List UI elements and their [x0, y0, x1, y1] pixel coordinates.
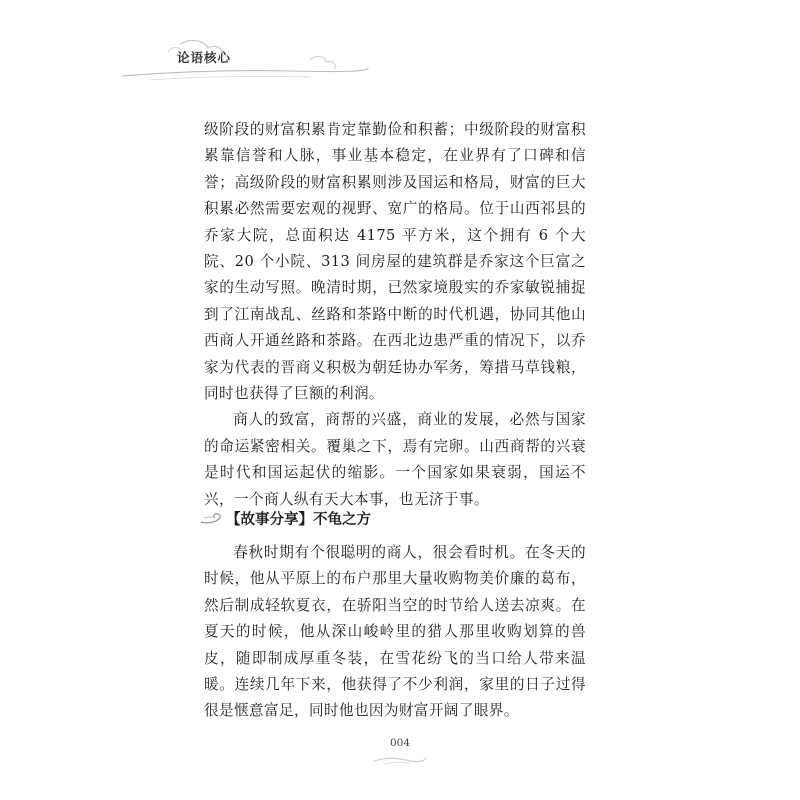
header-title: 论语核心	[177, 50, 232, 65]
page-number: 004	[389, 737, 411, 749]
story-text	[204, 540, 586, 725]
footer-cloud-ornament-icon	[370, 752, 430, 766]
cloud-swirl-icon	[200, 512, 226, 526]
story-paragraph: 春秋时期有个很聪明的商人，很会看时机。在冬天的时候，他从平原上的布户那里大量收购物美价廉的葛布，然后制成轻软夏衣，在骄阳当空的时节给人送去凉爽。在夏天的时候，他从深山峻岭里的猎人那里收购划算的兽皮，随即制成厚重冬装，在雪花纷飞的当口给人带来温暖。连续几年下来，他获得了不少利润，家里的日子过得很是惬意富足，同时他也因为财富开阔了眼界。	[204, 544, 586, 720]
paragraph: 商人的致富，商帮的兴盛，商业的发展，必然与国家的命运紧密相关。覆巢之下，焉有完卵。山西商帮的兴衰是时代和国运起伏的缩影。一个国家如果衰弱，国运不兴，一个商人纵有天大本事，也无济于事。	[204, 411, 586, 508]
story-heading: 【故事分享】不龟之方	[226, 512, 371, 528]
cloud-ornament-icon	[120, 38, 370, 88]
body-text	[204, 117, 586, 513]
running-header	[120, 38, 370, 88]
paragraph-continued: 级阶段的财富积累肯定靠勤俭和积蓄；中级阶段的财富积累靠信誉和人脉，事业基本稳定，在业界有了口碑和信誉；高级阶段的财富积累则涉及国运和格局，财富的巨大积累必然需要宏观的视野、宽广的格局。位于山西祁县的乔家大院，总面积达 4175 平方米，这个拥有 6 个大院、20 个小院、313 间房屋的建筑群是乔家这个巨富之家的生动写照。晚清时期，已然家境殷实的乔家敏锐捕捉到了江南战乱、丝路和茶路中断的时代机遇，协同其他山西商人开通丝路和茶路。在西北边患严重的情况下，以乔家为代表的晋商义积极为朝廷协办军务，筹措马草钱粮，同时也获得了巨额的利润。	[204, 121, 586, 403]
story-section-heading	[200, 508, 580, 530]
